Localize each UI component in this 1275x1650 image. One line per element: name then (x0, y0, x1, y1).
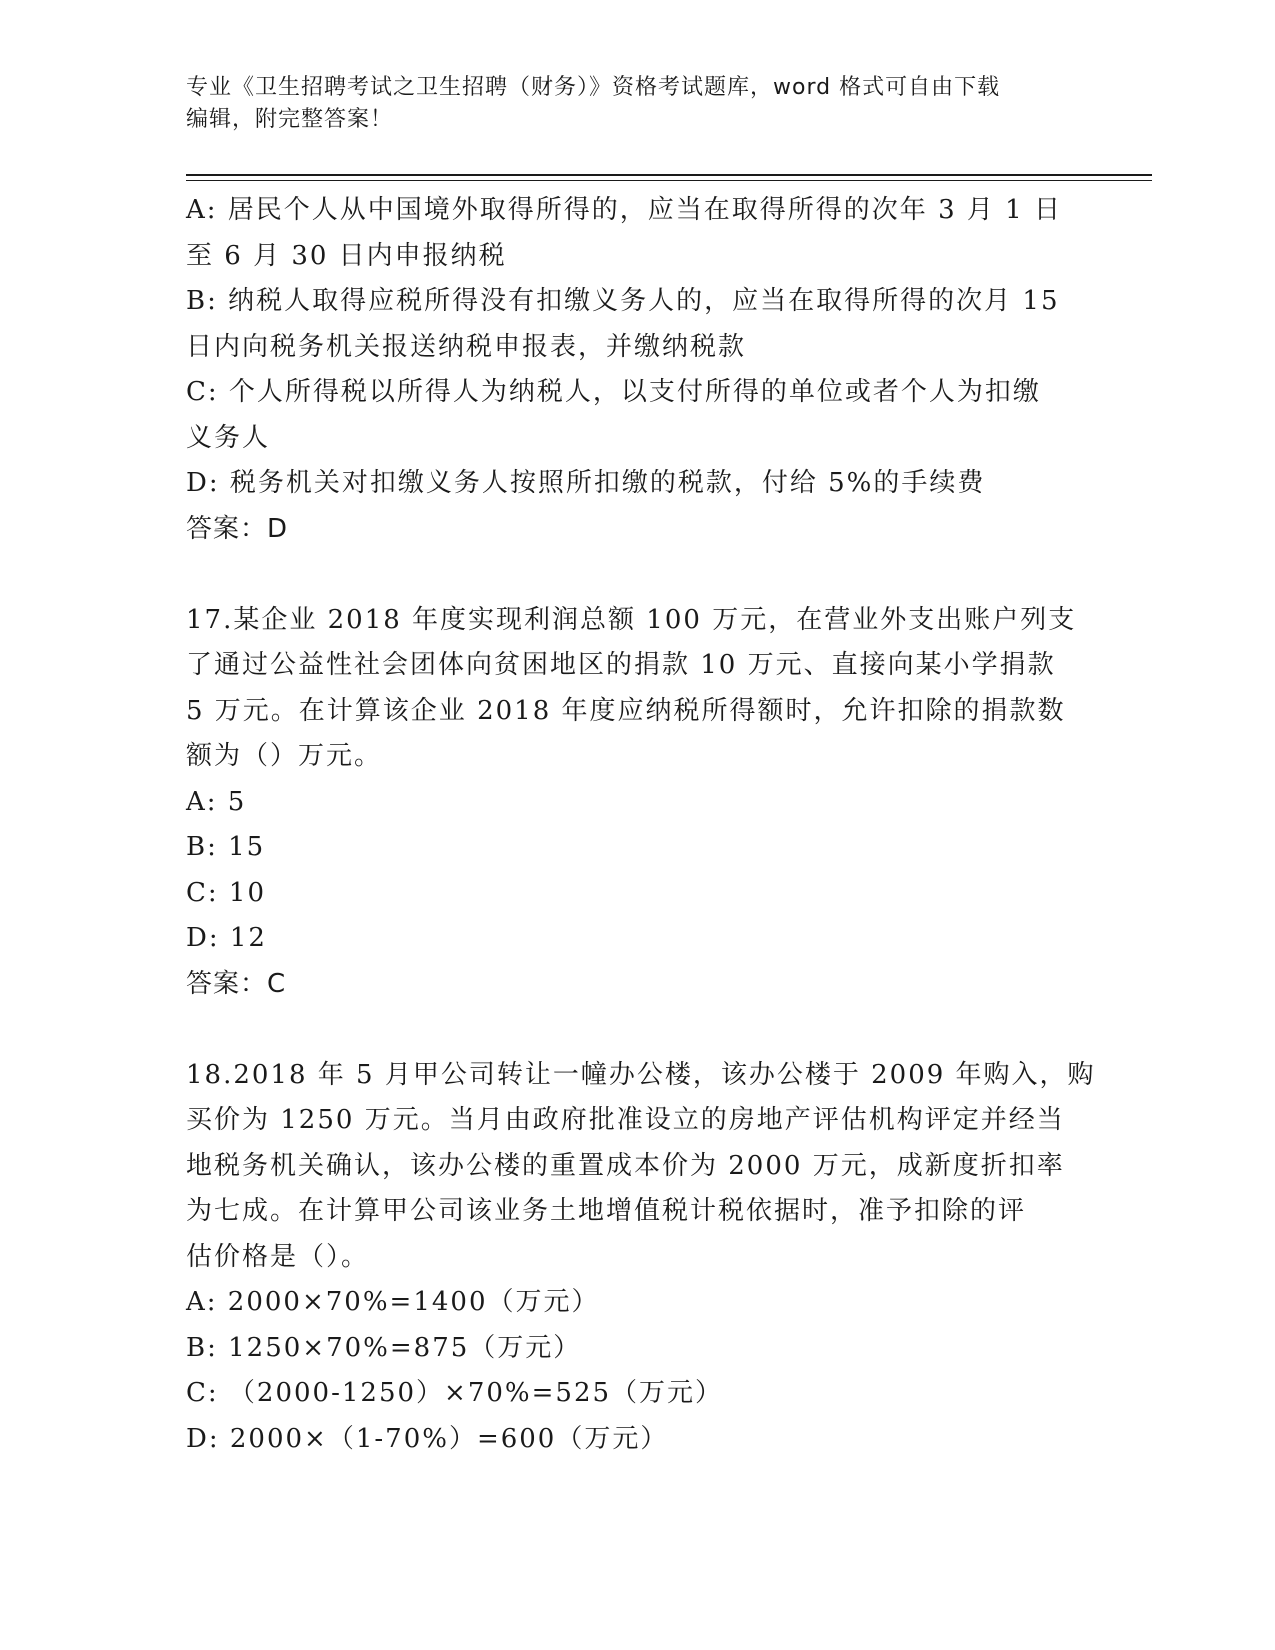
header-line-2: 编辑，附完整答案！ (186, 107, 394, 132)
document-body (186, 188, 1096, 1462)
question-18 (186, 1053, 1096, 1463)
header-line-1: 专业《卫生招聘考试之卫生招聘（财务）》资格考试题库，word 格式可自由下载 (186, 75, 1001, 100)
q16-option-c-line-2: 义务人 (186, 422, 271, 453)
q18-option-c: C: （2000-1250）×70%=525（万元） (186, 1378, 724, 1408)
question-16-options (186, 188, 1086, 552)
q18-stem-line-1: 18.2018 年 5 月甲公司转让一幢办公楼，该办公楼于 2009 年购入，购 (186, 1059, 1096, 1090)
q16-option-b-line-2: 日内向税务机关报送纳税申报表，并缴纳税款 (186, 331, 747, 362)
q18-stem-line-5: 估价格是（）。 (186, 1241, 370, 1272)
q18-option-a: A: 2000×70%=1400（万元） (186, 1287, 600, 1317)
q16-option-a-line-1: A: 居民个人从中国境外取得所得的，应当在取得所得的次年 3 月 1 日 (186, 195, 1062, 225)
q18-stem-line-4: 为七成。在计算甲公司该业务土地增值税计税依据时，准予扣除的评 (186, 1196, 1027, 1226)
q18-option-d: D: 2000×（1-70%）=600（万元） (186, 1423, 669, 1454)
q17-stem-line-4: 额为（）万元。 (186, 741, 383, 771)
q16-option-c-line-1: C: 个人所得税以所得人为纳税人，以支付所得的单位或者个人为扣缴 (186, 377, 1041, 407)
q16-option-a-line-2: 至 6 月 30 日内申报纳税 (186, 240, 507, 271)
q16-option-b-line-1: B: 纳税人取得应税所得没有扣缴义务人的，应当在取得所得的次月 15 (186, 286, 1060, 316)
q17-answer: 答案：C (186, 968, 287, 999)
q17-stem-line-2: 了通过公益性社会团体向贫困地区的捐款 10 万元、直接向某小学捐款 (186, 650, 1056, 680)
q17-option-a: A: 5 (186, 786, 247, 817)
q17-option-d: D: 12 (186, 923, 267, 953)
header-divider-thick (186, 174, 1152, 176)
q18-stem-line-2: 买价为 1250 万元。当月由政府批准设立的房地产评估机构评定并经当 (186, 1105, 1065, 1135)
header-divider-thin (186, 180, 1152, 181)
question-17 (186, 598, 1086, 1008)
spacer (186, 1007, 1086, 1053)
q17-stem-line-1: 17.某企业 2018 年度实现利润总额 100 万元，在营业外支出账户列支 (186, 604, 1077, 635)
q18-stem-line-3: 地税务机关确认，该办公楼的重置成本价为 2000 万元，成新度折扣率 (186, 1150, 1065, 1181)
q18-option-b: B: 1250×70%=875（万元） (186, 1332, 582, 1363)
document-header (186, 72, 1086, 136)
q17-stem-line-3: 5 万元。在计算该企业 2018 年度应纳税所得额时，允许扣除的捐款数 (186, 695, 1066, 726)
q16-answer: 答案：D (186, 513, 289, 544)
q17-option-b: B: 15 (186, 832, 266, 862)
q17-option-c: C: 10 (186, 877, 267, 908)
spacer (186, 552, 1086, 598)
q16-option-d: D: 税务机关对扣缴义务人按照所扣缴的税款，付给 5%的手续费 (186, 468, 986, 498)
